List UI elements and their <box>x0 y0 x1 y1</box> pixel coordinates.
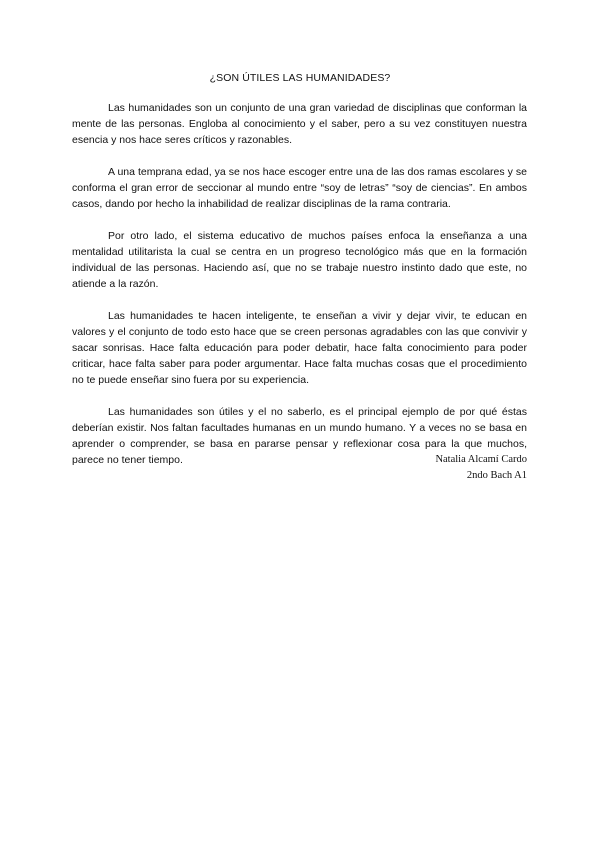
author-name: Natalia Alcamí Cardo <box>435 454 527 465</box>
paragraph-2: A una temprana edad, ya se nos hace escoger entre una de las dos ramas escolares y se conforma el gran error de seccionar al mundo entre “soy de letras” “soy de ciencias”. En ambos casos, dando por hecho la inhabilidad de realizar disciplinas de la rama contraria. <box>72 166 527 210</box>
document-title: ¿SON ÚTILES LAS HUMANIDADES? <box>209 72 391 84</box>
signature-block <box>435 452 527 484</box>
paragraph-1: Las humanidades son un conjunto de una gran variedad de disciplinas que conforman la mente de las personas. Engloba al conocimiento y el saber, pero a su vez constituyen nuestra esencia y nos hace seres críticos y razonables. <box>72 102 527 146</box>
author-course: 2ndo Bach A1 <box>466 470 527 481</box>
paragraph-5: Las humanidades son útiles y el no saberlo, es el principal ejemplo de por qué éstas deberían existir. Nos faltan facultades humanas en un mundo humano. Y a veces no se basa en aprender o comprender, se basa en pararse pensar y reflexionar cosa para la que muchos, parece no tener tiempo. <box>72 406 527 466</box>
paragraph-3: Por otro lado, el sistema educativo de muchos países enfoca la enseñanza a una mentalidad utilitarista la cual se centra en un progreso tecnológico más que en la formación individual de las personas. Haciendo así, que no se trabaje nuestro instinto dado que este, no atiende a la razón. <box>72 230 527 290</box>
document-body <box>72 100 527 484</box>
paragraph-4: Las humanidades te hacen inteligente, te enseñan a vivir y dejar vivir, te educan en valores y el conjunto de todo esto hace que se creen personas agradables con las que convivir y sacar sonrisas. Hace falta educación para poder debatir, hace falta conocimiento para poder criticar, hace falta saber para poder argumentar. Hace falta muchas cosas que el procedimiento no te puede enseñar sino fuera por su experiencia. <box>72 310 527 386</box>
